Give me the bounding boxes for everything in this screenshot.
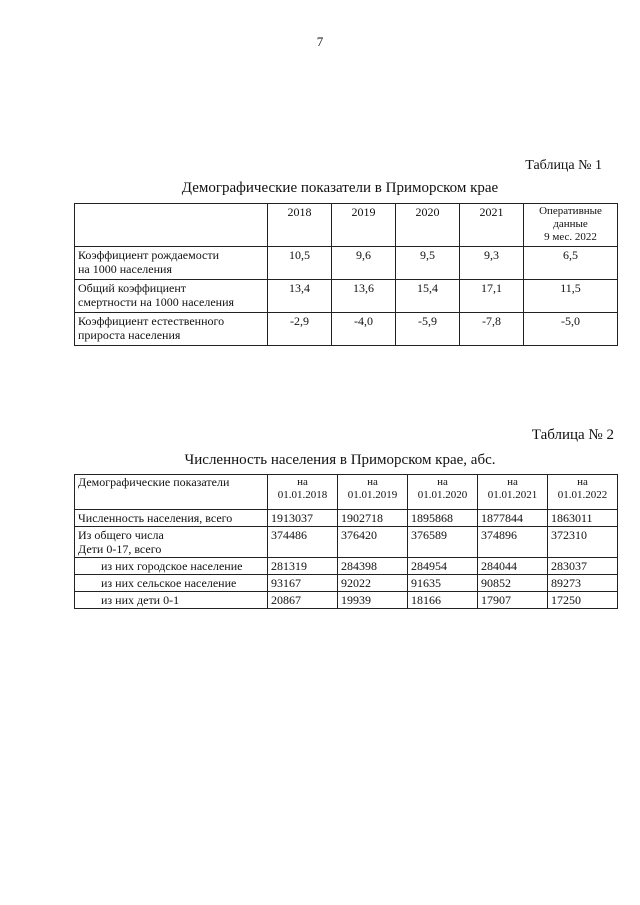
- table-cell: 372310: [548, 527, 618, 558]
- table-cell: -5,0: [524, 313, 618, 346]
- table-cell: 1895868: [408, 510, 478, 527]
- table-header-cell: [478, 475, 548, 510]
- table-cell: 1877844: [478, 510, 548, 527]
- table-cell: -4,0: [332, 313, 396, 346]
- table-cell: 17250: [548, 592, 618, 609]
- table-cell: 93167: [268, 575, 338, 592]
- table-cell: 89273: [548, 575, 618, 592]
- table-header-row: [75, 204, 618, 247]
- header-line: Оперативные: [539, 205, 602, 217]
- table-cell: 15,4: [396, 280, 460, 313]
- header-line: на: [507, 476, 518, 488]
- table-row: [75, 592, 618, 609]
- row-label-line: смертности на 1000 населения: [78, 295, 235, 309]
- table-cell: 17907: [478, 592, 548, 609]
- table-header-cell: [268, 475, 338, 510]
- header-line: 01.01.2020: [417, 489, 468, 501]
- table-cell: 10,5: [268, 247, 332, 280]
- table-cell: 283037: [548, 558, 618, 575]
- table-cell: 20867: [268, 592, 338, 609]
- demographic-indicators-table: [74, 203, 618, 346]
- header-line: 01.01.2021: [487, 489, 538, 501]
- row-label: [75, 280, 268, 313]
- table-cell: 376589: [408, 527, 478, 558]
- table-cell: 374896: [478, 527, 548, 558]
- row-label: [75, 527, 268, 558]
- table-cell: 284954: [408, 558, 478, 575]
- table-row: [75, 280, 618, 313]
- table-2-title: Численность населения в Приморском крае, абс.: [184, 452, 496, 468]
- table-cell: 90852: [478, 575, 548, 592]
- table-cell: 17,1: [460, 280, 524, 313]
- table-cell: 1863011: [548, 510, 618, 527]
- population-table: [74, 474, 618, 609]
- row-label: из них сельское население: [75, 575, 268, 592]
- header-line: данные: [553, 218, 588, 230]
- table-header-cell: [75, 204, 268, 247]
- table-cell: 284044: [478, 558, 548, 575]
- table-1-label: Таблица № 1: [525, 158, 602, 173]
- table-row: [75, 510, 618, 527]
- table-header-cell: [408, 475, 478, 510]
- table-row: [75, 247, 618, 280]
- table-cell: 13,6: [332, 280, 396, 313]
- table-cell: 281319: [268, 558, 338, 575]
- table-cell: 9,5: [396, 247, 460, 280]
- table-cell: 92022: [338, 575, 408, 592]
- table-header-cell: 2021: [460, 204, 524, 247]
- header-line: на: [297, 476, 308, 488]
- table-1-title: Демографические показатели в Приморском крае: [181, 180, 499, 196]
- row-label-line: Общий коэффициент: [78, 281, 187, 295]
- table-cell: 9,6: [332, 247, 396, 280]
- table-header-cell: [548, 475, 618, 510]
- table-header-cell: [338, 475, 408, 510]
- table-cell: 376420: [338, 527, 408, 558]
- table-cell: 18166: [408, 592, 478, 609]
- row-label-line: Коэффициент рождаемости: [78, 248, 220, 262]
- row-label: из них дети 0-1: [75, 592, 268, 609]
- table-header-cell: 2020: [396, 204, 460, 247]
- table-cell: -2,9: [268, 313, 332, 346]
- table-cell: 13,4: [268, 280, 332, 313]
- header-line: на: [367, 476, 378, 488]
- row-label-line: на 1000 населения: [78, 262, 172, 276]
- header-line: 9 мес. 2022: [544, 231, 597, 243]
- row-label-line: Коэффициент естественного: [78, 314, 225, 328]
- table-cell: 1902718: [338, 510, 408, 527]
- table-cell: 19939: [338, 592, 408, 609]
- table-cell: 91635: [408, 575, 478, 592]
- header-line: на: [437, 476, 448, 488]
- header-line: 01.01.2019: [347, 489, 398, 501]
- table-row: [75, 527, 618, 558]
- row-label-line: Дети 0-17, всего: [78, 542, 162, 556]
- table-cell: 1913037: [268, 510, 338, 527]
- table-header-cell: 2018: [268, 204, 332, 247]
- table-header-cell: Демографические показатели: [75, 475, 268, 510]
- row-label-line: прироста населения: [78, 328, 181, 342]
- table-header-cell: [524, 204, 618, 247]
- table-header-cell: 2019: [332, 204, 396, 247]
- table-header-row: [75, 475, 618, 510]
- page-number: 7: [316, 34, 324, 49]
- table-cell: 284398: [338, 558, 408, 575]
- table-row: [75, 313, 618, 346]
- row-label: [75, 247, 268, 280]
- header-line: 01.01.2018: [277, 489, 328, 501]
- table-cell: 9,3: [460, 247, 524, 280]
- table-cell: -7,8: [460, 313, 524, 346]
- row-label: [75, 313, 268, 346]
- row-label: Численность населения, всего: [75, 510, 268, 527]
- table-row: [75, 575, 618, 592]
- table-cell: 6,5: [524, 247, 618, 280]
- header-line: 01.01.2022: [557, 489, 608, 501]
- table-row: [75, 558, 618, 575]
- header-line: на: [577, 476, 588, 488]
- table-2-label: Таблица № 2: [531, 427, 614, 443]
- row-label: из них городское население: [75, 558, 268, 575]
- table-cell: 11,5: [524, 280, 618, 313]
- table-cell: -5,9: [396, 313, 460, 346]
- row-label-line: Из общего числа: [78, 528, 164, 542]
- table-cell: 374486: [268, 527, 338, 558]
